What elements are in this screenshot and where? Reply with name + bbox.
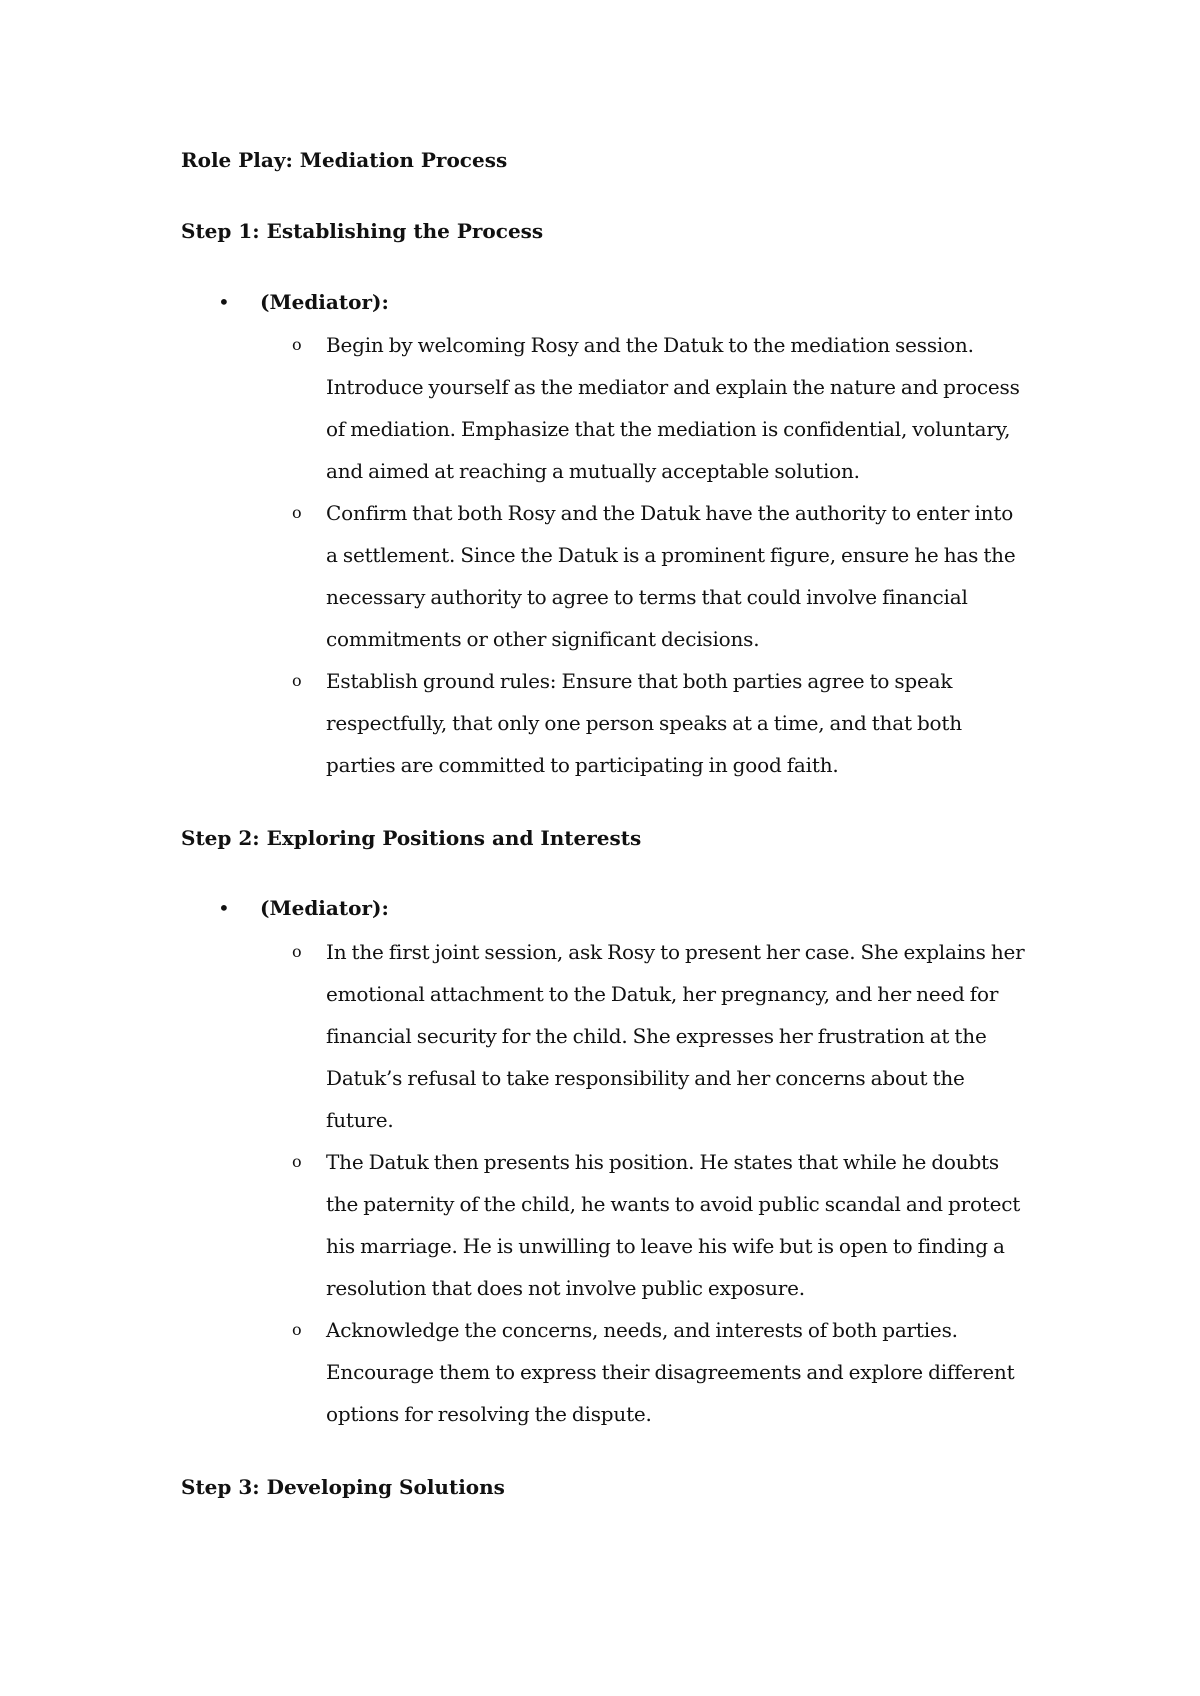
document-title: Role Play: Mediation Process xyxy=(181,148,508,172)
step-2-item-1: In the first joint session, ask Rosy to present her case. She explains her emotional attachment to the Datuk, her pregnancy, and her need for financial security for the child. She expresses her frustration at the Datuk’s refusal to take responsibility and her concerns about the future. xyxy=(326,940,1025,1132)
step-1-bullet-label: (Mediator): xyxy=(260,290,389,314)
step-2-item-3-marker: o xyxy=(292,1320,302,1339)
step-2-bullet-label: (Mediator): xyxy=(260,896,389,920)
step-2-bullet-marker: • xyxy=(218,896,230,920)
step-2-item-2-marker: o xyxy=(292,1152,302,1171)
step-1-item-1-marker: o xyxy=(292,335,302,354)
step-2-item-3: Acknowledge the concerns, needs, and interests of both parties. Encourage them to express their disagreements and explore different options for resolving the dispute. xyxy=(326,1318,1015,1426)
step-1-item-2-marker: o xyxy=(292,503,302,522)
step-2-heading: Step 2: Exploring Positions and Interests xyxy=(181,826,642,850)
step-1-bullet-marker: • xyxy=(218,290,230,314)
step-1-item-3-marker: o xyxy=(292,671,302,690)
step-1-item-1: Begin by welcoming Rosy and the Datuk to the mediation session. Introduce yourself as the mediator and explain the nature and process of mediation. Emphasize that the mediation is confidential, voluntary, and aimed at reaching a mutually acceptable solution. xyxy=(326,333,1020,483)
step-2-item-1-marker: o xyxy=(292,942,302,961)
step-1-item-3: Establish ground rules: Ensure that both parties agree to speak respectfully, that only one person speaks at a time, and that both parties are committed to participating in good faith. xyxy=(326,669,962,777)
step-2-item-2: The Datuk then presents his position. He states that while he doubts the paternity of the child, he wants to avoid public scandal and protect his marriage. He is unwilling to leave his wife but is open to finding a resolution that does not involve public exposure. xyxy=(326,1150,1021,1300)
step-3-heading: Step 3: Developing Solutions xyxy=(181,1475,505,1499)
step-1-item-2: Confirm that both Rosy and the Datuk have the authority to enter into a settlement. Since the Datuk is a prominent figure, ensure he has the necessary authority to agree to terms that could involve financial commitments or other significant decisions. xyxy=(326,501,1016,651)
step-1-heading: Step 1: Establishing the Process xyxy=(181,219,544,243)
